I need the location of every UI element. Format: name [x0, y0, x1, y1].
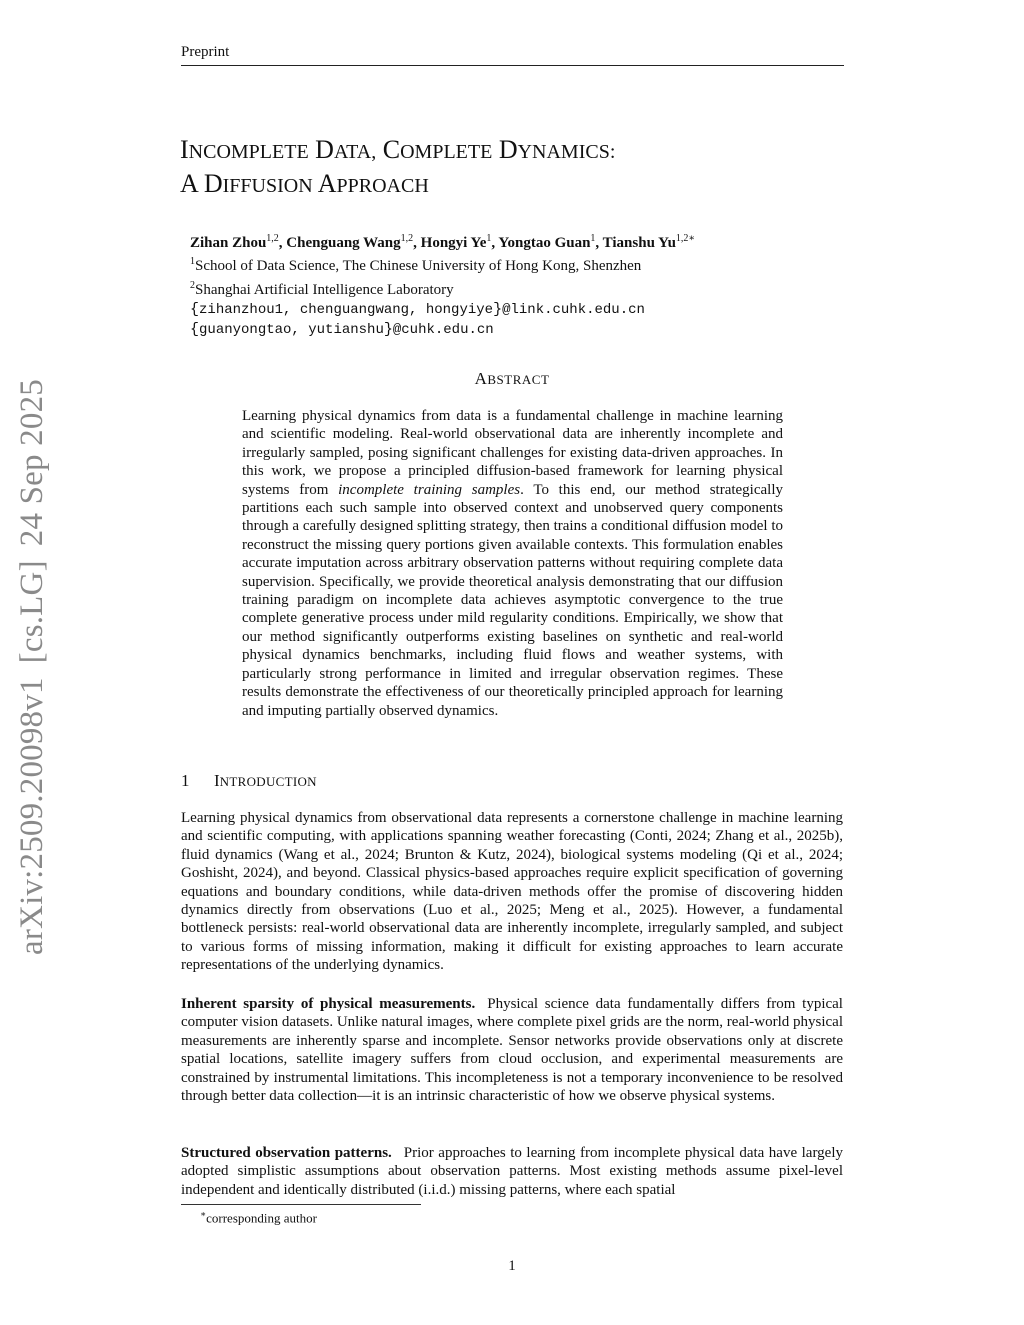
author: Zihan Zhou$^{1,2}$, — [190, 233, 287, 251]
author: Chenguang Wang$^{1,2}$, — [286, 233, 421, 251]
title-word: YNAMICS: — [517, 141, 616, 163]
arxiv-date: 24 Sep 2025 — [14, 379, 50, 547]
title-word: OMPLETE — [400, 141, 493, 163]
footnote-rule — [181, 1204, 421, 1205]
affiliation: $^1$School of Data Science, The Chinese University of Hong Kong, Shenzhen — [190, 256, 642, 274]
title-word: C — [382, 135, 401, 164]
author-list — [190, 230, 840, 252]
abstract-body: Learning physical dynamics from data is a fundamental challenge in machine learning and scientific modeling. Real-world observational data are inherently incomplete and irregularly sampled, posing significant challenges for existing data-driven approaches. In this work, we propose a principled diffusion-based framework for learning physical systems from incomplete training samples. To this end, our method strategically partitions each such sample into observed context and unobserved query components through a carefully designed splitting strategy, then trains a conditional diffusion model to reconstruct the missing query portions given available contexts. This formulation enables accurate imputation across arbitrary observation patterns without requiring complete data supervision. Specifically, we provide theoretical analysis demonstrating that our diffusion training paradigm on incomplete data achieves asymptotic convergence to the true complete generative process under mild regularity conditions. Empirically, we show that our method significantly outperforms existing baselines on synthetic and real-world physical dynamics benchmarks, including fluid flows and weather systems, with particularly strong performance in limited and irregular observation regimes. These results demonstrate the effectiveness of our theoretically principled approach for learning and imputing partially observed dynamics. — [242, 408, 783, 719]
abstract-emphasis: incomplete training samples — [338, 481, 521, 498]
header-rule — [181, 65, 844, 66]
title-word: I — [180, 135, 189, 164]
running-header: Preprint — [181, 44, 230, 60]
paragraph: Structured observation patterns. Prior approaches to learning from incomplete physical data have largely adopted simplistic assumptions about observation patterns. Most existing methods assume pixel-level independent and identically distributed (i.i.d.) missing patterns, where each spatial — [181, 1145, 843, 1198]
section-heading-introduction: 1 INTRODUCTION — [181, 771, 317, 790]
author: Yongtao Guan$^1$, — [498, 233, 603, 251]
title-word: IFFUSION — [222, 175, 313, 197]
title-line-1 — [180, 134, 840, 168]
abstract-heading: ABSTRACT — [474, 369, 550, 388]
arxiv-side-identifier — [14, 379, 51, 955]
title-word: A — [317, 169, 337, 198]
author: Tianshu $Yu^{1,2∗}$ — [602, 233, 696, 251]
paper-title — [180, 134, 840, 202]
arxiv-id: arXiv:2509.20098v1 — [14, 677, 50, 955]
page-number: 1 — [508, 1258, 516, 1274]
email-line[interactable]: {guanyongtao, yutianshu}@cuhk.edu.cn — [190, 321, 494, 338]
arxiv-category: [cs.LG] — [14, 560, 50, 664]
author: Hongyi Ye$^1$, — [420, 233, 499, 251]
paragraph-heading: Inherent sparsity of physical measurements. — [181, 996, 476, 1012]
paragraph: Learning physical dynamics from observational data represents a cornerstone challenge in machine learning and scientific computing, with applications spanning weather forecasting (Conti, 2024; Zhang et al., 2025b), fluid dynamics (Wang et al., 2024; Brunton & Kutz, 2024), biological systems modeling (Qi et al., 2024; Goshisht, 2024), and beyond. Classical physics-based approaches require explicit specification of governing equations and boundary conditions, while data-driven methods offer the promise of discovering hidden dynamics directly from observations (Luo et al., 2025; Meng et al., 2025). However, a fundamental bottleneck persists: real-world observational data are inherently incomplete, irregularly sampled, and subject to various forms of missing information, making it difficult for existing approaches to learn accurate representations of the underlying dynamics. — [181, 810, 843, 974]
paragraph-heading: Structured observation patterns. — [181, 1145, 392, 1161]
title-word: ATA, — [333, 141, 377, 163]
footnote: ∗corresponding author — [200, 1209, 317, 1226]
title-word: D — [498, 135, 518, 164]
title-line-2 — [180, 168, 840, 202]
title-word: D — [315, 135, 334, 164]
email-line[interactable]: {zihanzhou1, chenguangwang, hongyiye}@link.cuhk.edu.cn — [190, 301, 645, 318]
title-word: NCOMPLETE — [188, 141, 309, 163]
paragraph: Inherent sparsity of physical measurements. Physical science data fundamentally differs from typical computer vision datasets. Unlike natural images, where complete pixel grids are the norm, real-world physical measurements are inherently sparse and incomplete. Sensor networks provide observations only at discrete spatial locations, satellite imagery suffers from cloud occlusion, and experimental measurements are constrained by instrumental limitations. This incompleteness is not a temporary inconvenience to be resolved through better data collection—it is an intrinsic characteristic of how we observe physical systems. — [181, 996, 843, 1105]
title-word: PPROACH — [336, 175, 429, 197]
title-word: A — [180, 169, 198, 198]
title-word: D — [203, 169, 223, 198]
author-block — [190, 230, 840, 340]
affiliation: $^2$Shanghai Artificial Intelligence Laboratory — [190, 280, 454, 298]
